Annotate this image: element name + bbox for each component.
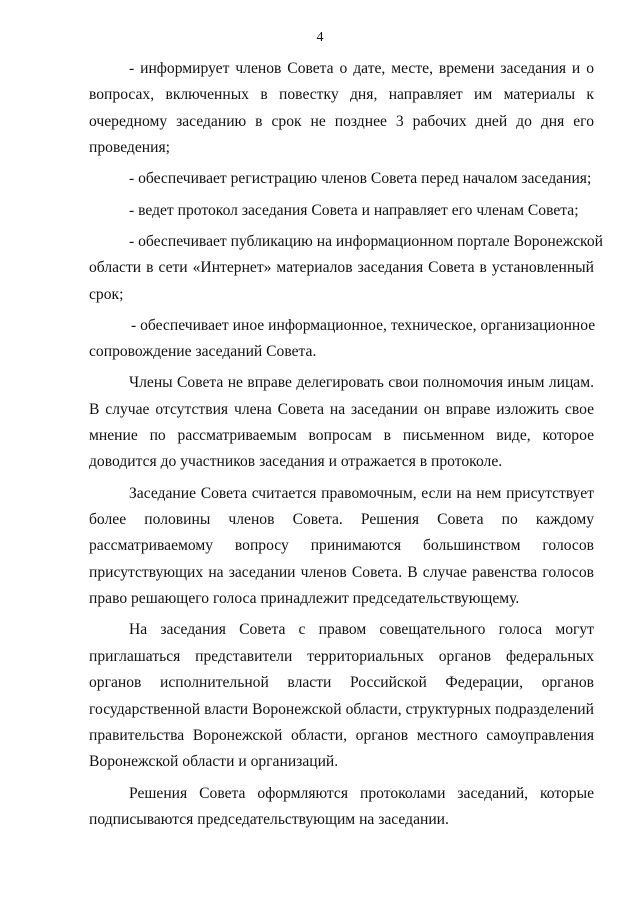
- page-number: 4: [316, 30, 324, 45]
- paragraph: [89, 166, 594, 192]
- text-line: Заседание Совета считается правомочным, если на нем присутствует: [129, 484, 594, 502]
- text-line: право решающего голоса принадлежит председательствующему.: [89, 590, 520, 608]
- text-line: - обеспечивает иное информационное, техническое, организационное: [131, 316, 596, 334]
- text-line: - обеспечивает публикацию на информационном портале Воронежской: [129, 232, 603, 250]
- text-line: правительства Воронежской области, органов местного самоуправления: [89, 726, 594, 744]
- text-line: проведения;: [89, 139, 170, 157]
- text-line: сопровождение заседаний Совета.: [89, 343, 317, 361]
- text-line: более половины членов Совета. Решения Совета по каждому: [89, 511, 594, 529]
- text-line: подписываются председательствующим на заседании.: [89, 810, 449, 828]
- text-line: На заседания Совета с правом совещательного голоса могут: [129, 621, 594, 639]
- paragraph: [89, 229, 603, 308]
- paragraph: [89, 313, 594, 366]
- text-line: В случае отсутствия члена Совета на заседании он вправе изложить свое: [89, 400, 594, 418]
- text-line: органов исполнительной власти Российской Федерации, органов: [89, 674, 594, 692]
- text-line: Решения Совета оформляются протоколами заседаний, которые: [129, 784, 594, 802]
- text-line: срок;: [89, 285, 124, 303]
- text-line: - обеспечивает регистрацию членов Совета перед началом заседания;: [129, 170, 592, 188]
- text-line: государственной власти Воронежской области, структурных подразделений: [89, 700, 594, 718]
- paragraph: [89, 56, 594, 162]
- text-line: доводится до участников заседания и отражается в протоколе.: [89, 453, 503, 471]
- text-line: - ведет протокол заседания Совета и направляет его членам Совета;: [129, 201, 579, 219]
- document-body: [89, 56, 603, 833]
- text-line: присутствующих на заседании членов Совета. В случае равенства голосов: [89, 563, 594, 581]
- paragraph: [89, 370, 594, 476]
- text-line: области в сети «Интернет» материалов заседания Совета в установленный: [89, 259, 594, 277]
- text-line: рассматриваемому вопросу принимаются большинством голосов: [89, 537, 594, 555]
- text-line: очередному заседанию в срок не позднее 3 рабочих дней до дня его: [89, 112, 594, 130]
- paragraph: [89, 617, 594, 775]
- text-line: приглашаться представители территориальных органов федеральных: [89, 647, 594, 665]
- text-line: Воронежской области и организаций.: [89, 753, 339, 771]
- text-line: мнение по рассматриваемым вопросам в письменном виде, которое: [89, 427, 594, 445]
- paragraph: [89, 781, 594, 834]
- paragraph: [89, 198, 594, 224]
- paragraph: [89, 481, 594, 613]
- text-line: Члены Совета не вправе делегировать свои полномочия иным лицам.: [129, 374, 594, 392]
- text-line: вопросах, включенных в повестку дня, направляет им материалы к: [89, 86, 594, 104]
- text-line: - информирует членов Совета о дате, месте, времени заседания и о: [129, 60, 594, 77]
